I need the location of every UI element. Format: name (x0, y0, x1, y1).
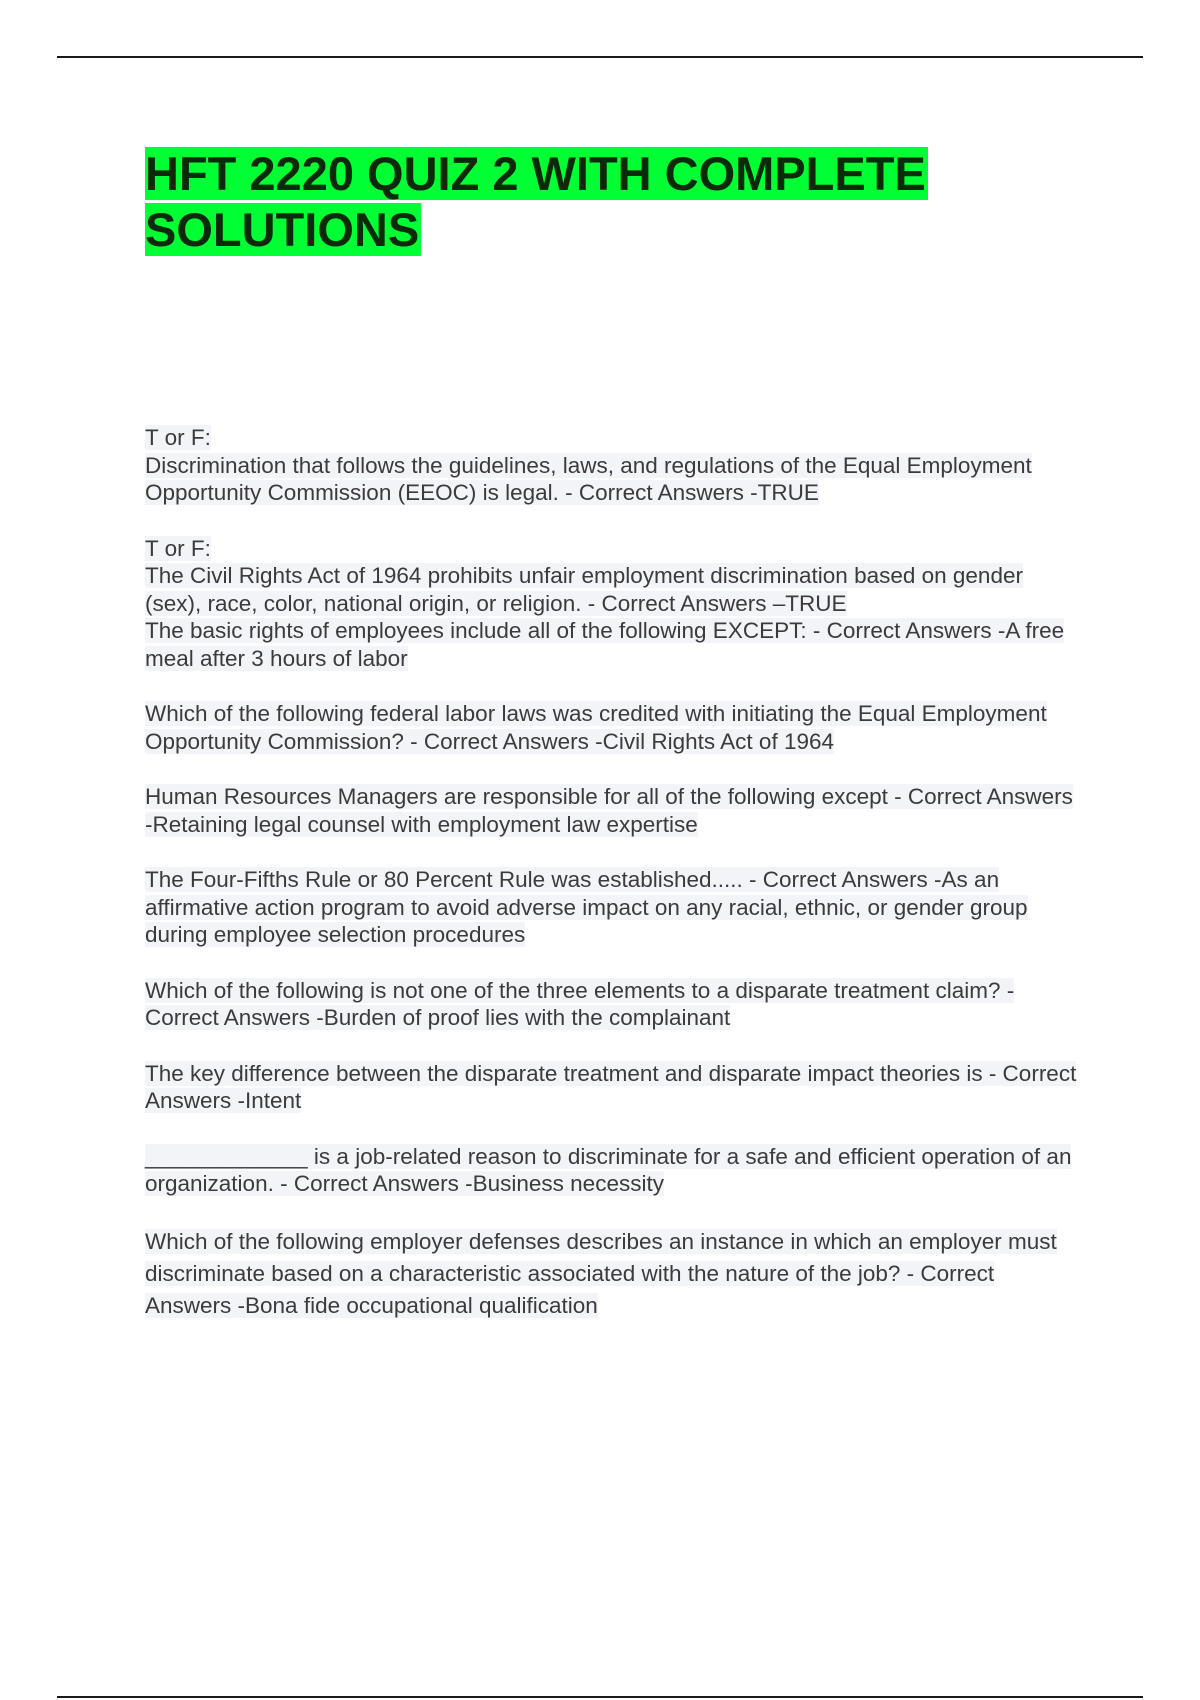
qa-text: Which of the following employer defenses describes an instance in which an employer must discriminate based on a characteristic associated with the nature of the job? - Correct Answers -Bona fide occupational qualification (145, 1228, 1057, 1318)
qa-item-8 (145, 1060, 1085, 1115)
qa-item-9 (145, 1143, 1085, 1198)
qa-list (145, 424, 1085, 1322)
qa-item-6 (145, 866, 1085, 949)
bottom-rule (57, 1696, 1143, 1698)
qa-text: The Civil Rights Act of 1964 prohibits unfair employment discrimination based on gender (sex), race, color, national origin, or religion. - Correct Answers –TRUE (145, 563, 1023, 616)
qa-item-5 (145, 783, 1085, 838)
qa-item-7 (145, 977, 1085, 1032)
qa-text: Which of the following federal labor laws was credited with initiating the Equal Employment Opportunity Commission? - Correct Answers -Civil Rights Act of 1964 (145, 701, 1047, 754)
qa-text: Discrimination that follows the guidelines, laws, and regulations of the Equal Employment Opportunity Commission (EEOC) is legal. - Correct Answers -TRUE (145, 452, 1032, 505)
qa-prefix: T or F: (145, 535, 211, 561)
qa-item-2 (145, 535, 1085, 618)
qa-item-1 (145, 424, 1085, 507)
qa-text: The Four-Fifths Rule or 80 Percent Rule was established..... - Correct Answers -As an affirmative action program to avoid adverse impact on any racial, ethnic, or gender group during employee selection procedures (145, 867, 1028, 947)
qa-text: Human Resources Managers are responsible for all of the following except - Correct Answers -Retaining legal counsel with employment law expertise (145, 784, 1073, 837)
qa-item-4 (145, 700, 1085, 755)
qa-item-3 (145, 617, 1085, 672)
top-rule (57, 56, 1143, 58)
qa-item-10 (145, 1226, 1085, 1322)
qa-text: Which of the following is not one of the three elements to a disparate treatment claim? - Correct Answers -Burden of proof lies with the complainant (145, 977, 1015, 1030)
qa-text: The key difference between the disparate treatment and disparate impact theories is - Correct Answers -Intent (145, 1060, 1077, 1113)
qa-prefix: T or F: (145, 425, 211, 450)
qa-text: The basic rights of employees include all of the following EXCEPT: - Correct Answers -A free meal after 3 hours of labor (145, 618, 1065, 671)
qa-text: _____________ is a job-related reason to discriminate for a safe and efficient operation of an organization. - Correct Answers -Business necessity (145, 1143, 1072, 1196)
document-title: HFT 2220 QUIZ 2 WITH COMPLETE SOLUTIONS (145, 147, 926, 256)
